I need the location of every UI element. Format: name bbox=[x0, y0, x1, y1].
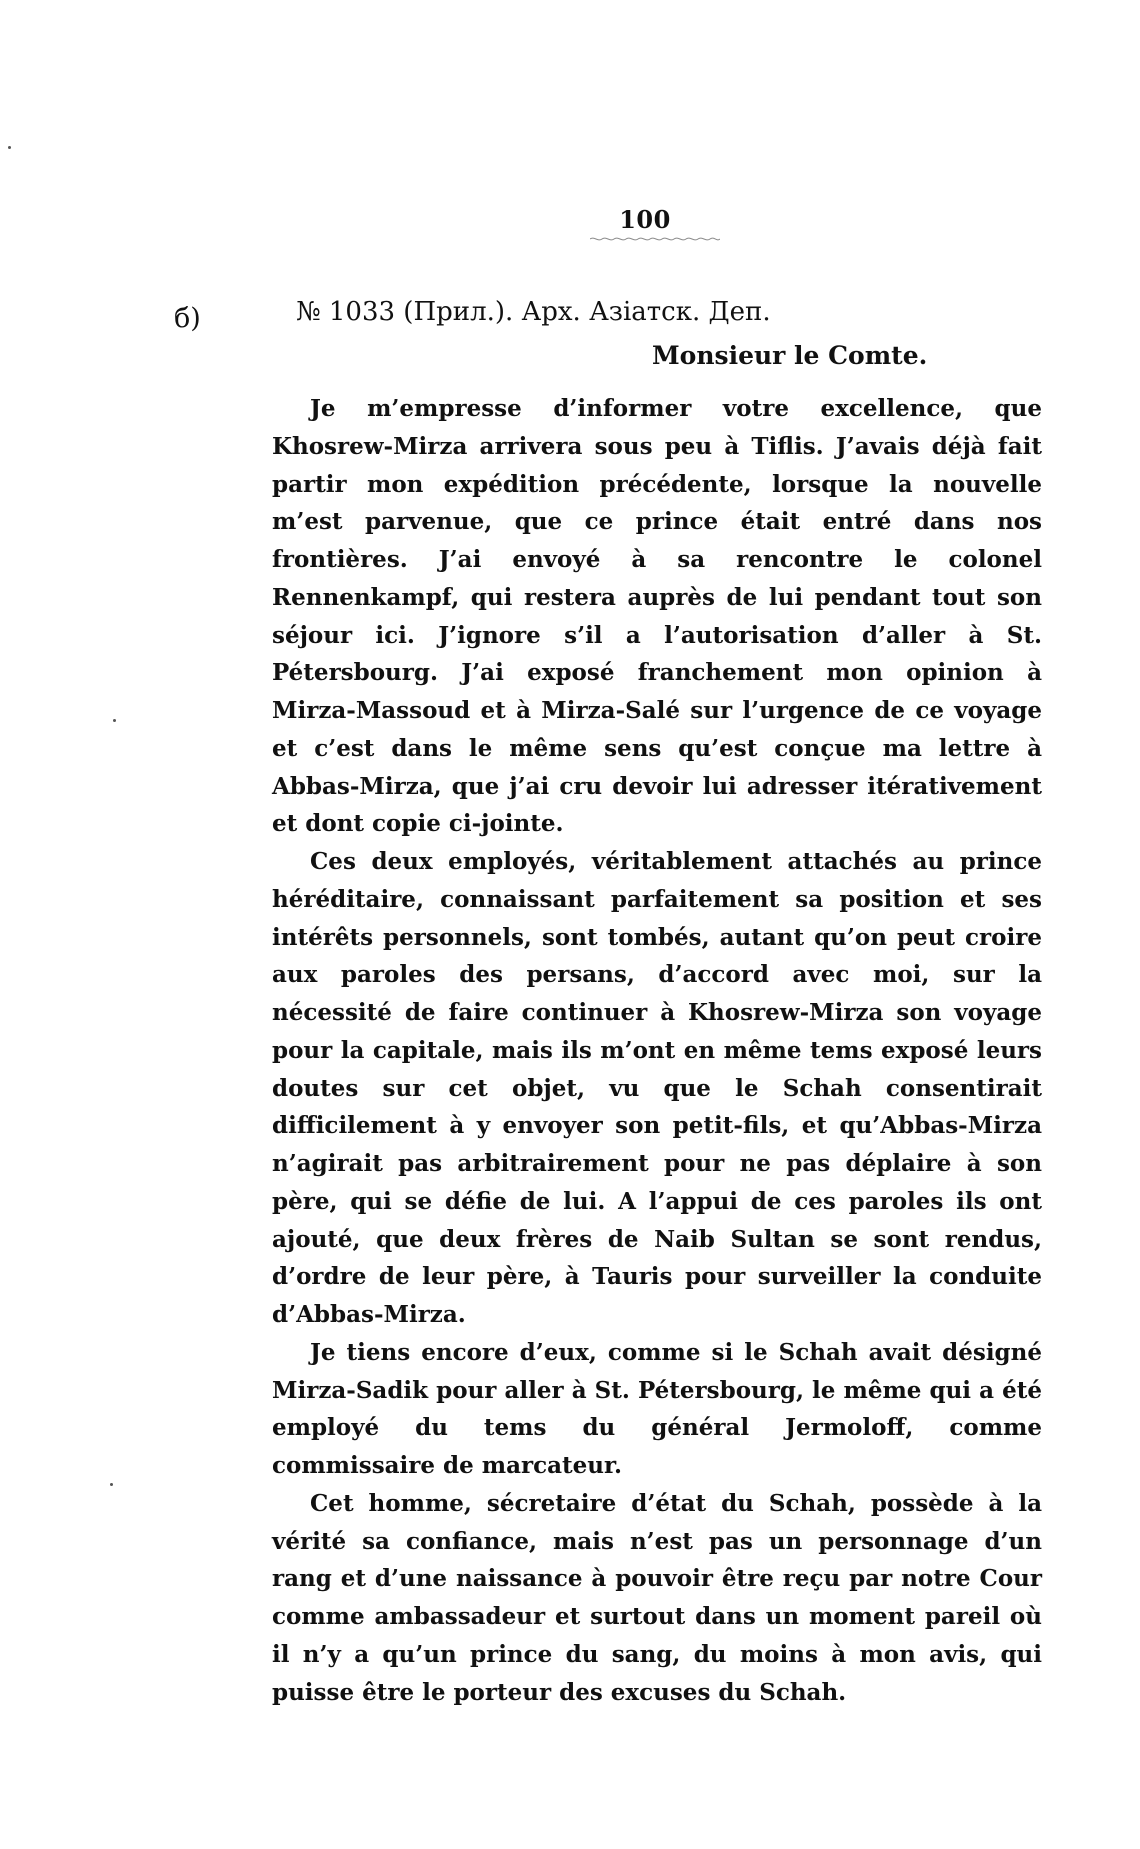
paragraph: Je tiens encore d’eux, comme si le Schah avait désigné Mirza-Sadik pour aller à St. Pétersbourg, le même qui a été employé du tems du général Jermoloff, comme commissaire de marcateur. bbox=[272, 1338, 1042, 1479]
scan-speck bbox=[8, 146, 11, 149]
document-reference-header: № 1033 (Прил.). Арх. Азiатск. Деп. bbox=[296, 297, 771, 327]
paragraph: Je m’empresse d’informer votre excellence, que Khosrew-Mirza arrivera sous peu à Tiflis. J’avais déjà fait partir mon expédition précédente, lorsque la nouvelle m’est parvenue, que ce prince était entré dans nos frontières. J’ai envoyé à sa rencontre le colonel Rennenkampf, qui restera auprès de lui pendant tout son séjour ici. J’ignore s’il a l’autorisation d’aller à St. Pétersbourg. J’ai exposé franchement mon opinion à Mirza-Massoud et à Mirza-Salé sur l’urgence de ce voyage et c’est dans le même sens qu’est conçue ma lettre à Abbas-Mirza, que j’ai cru devoir lui adresser itérativement et dont copie ci-jointe. bbox=[272, 395, 1042, 838]
paragraph: Cet homme, sécretaire d’état du Schah, possède à la vérité sa confiance, mais n’est pas un personnage d’un rang et d’une naissance à pouvoir être reçu par notre Cour comme ambassadeur et surtout dans un moment pareil où il n’y a qu’un prince du sang, du moins à mon avis, qui puisse être le porteur des excuses du Schah. bbox=[272, 1489, 1042, 1706]
letter-body bbox=[272, 390, 1042, 1711]
paragraph: Ces deux employés, véritablement attachés au prince héréditaire, connaissant parfaitement sa position et ses intérêts personnels, sont tombés, autant qu’on peut croire aux paroles des persans, d’accord avec moi, sur la nécessité de faire continuer à Khosrew-Mirza son voyage pour la capitale, mais ils m’ont en même tems exposé leurs doutes sur cet objet, vu que le Schah consentirait difficilement à y envoyer son petit-fils, et qu’Abbas-Mirza n’agirait pas arbitrairement pour ne pas déplaire à son père, qui se défie de lui. A l’appui de ces paroles ils ont ajouté, que deux frères de Naib Sultan se sont rendus, d’ordre de leur père, à Tauris pour surveiller la conduite d’Abbas-Mirza. bbox=[272, 848, 1042, 1328]
salutation: Monsieur le Comte. bbox=[652, 341, 928, 370]
page-number-rule bbox=[590, 235, 720, 243]
section-marker: б) bbox=[174, 303, 201, 334]
page-number: 100 bbox=[619, 205, 671, 234]
scan-speck bbox=[113, 719, 116, 722]
scan-speck bbox=[110, 1483, 113, 1486]
